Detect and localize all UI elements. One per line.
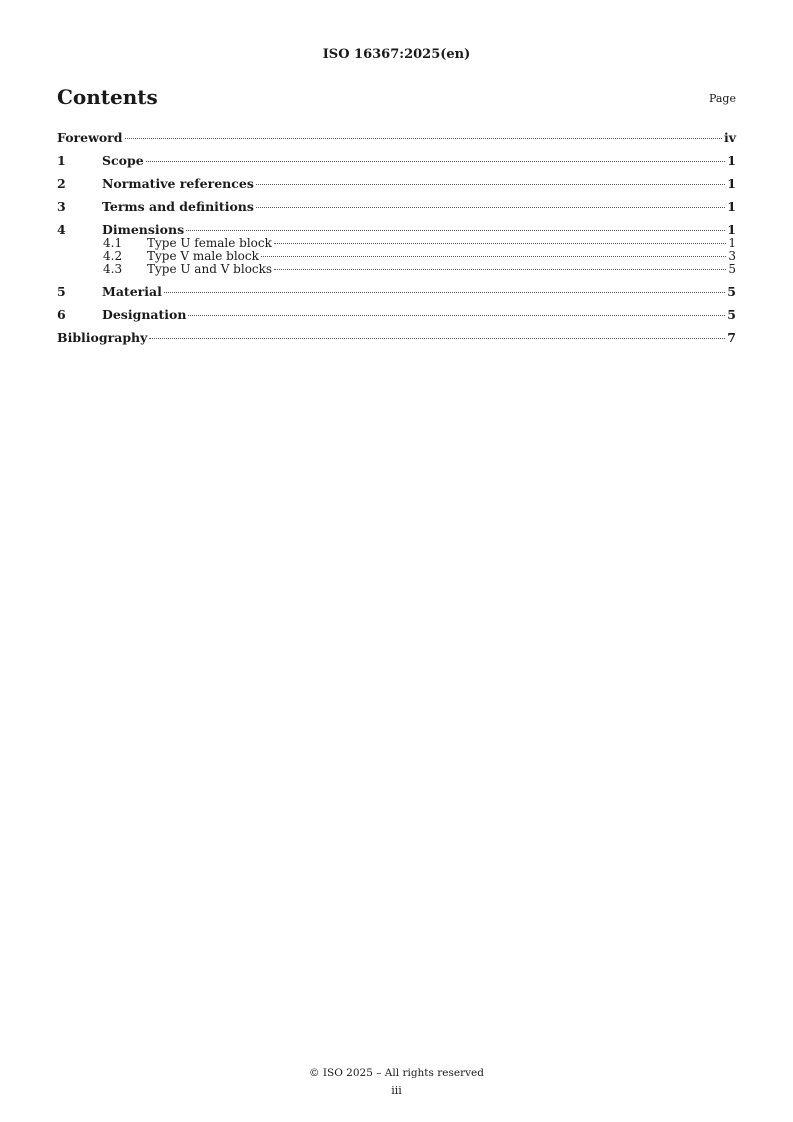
toc-entry-title: Designation bbox=[102, 307, 187, 322]
toc-entry-number: 4.1 bbox=[103, 236, 123, 250]
toc-entry-title: Type U and V blocks bbox=[147, 262, 273, 276]
dot-leader bbox=[256, 207, 725, 208]
toc-entry-foreword[interactable] bbox=[57, 130, 736, 145]
toc-entry-type-u-and-v-blocks[interactable] bbox=[57, 263, 736, 276]
toc-entry-page: iv bbox=[723, 130, 736, 145]
toc-entry-scope[interactable] bbox=[57, 153, 736, 168]
dot-leader bbox=[274, 243, 726, 244]
toc-entry-page: 1 bbox=[728, 236, 736, 250]
toc-entry-page: 1 bbox=[727, 176, 736, 191]
dot-leader bbox=[256, 184, 725, 185]
toc-entry-title: Bibliography bbox=[57, 330, 148, 345]
toc-entry-page: 3 bbox=[728, 249, 736, 263]
dot-leader bbox=[125, 138, 722, 139]
toc-entry-number: 5 bbox=[57, 284, 66, 299]
toc-entry-page: 5 bbox=[727, 284, 736, 299]
toc-entry-designation[interactable] bbox=[57, 307, 736, 322]
toc-entry-number: 1 bbox=[57, 153, 66, 168]
toc-entry-page: 1 bbox=[727, 222, 736, 237]
toc-entry-title: Foreword bbox=[57, 130, 123, 145]
toc-entry-title: Scope bbox=[102, 153, 144, 168]
toc-entry-terms-and-definitions[interactable] bbox=[57, 199, 736, 214]
copyright-notice: © ISO 2025 – All rights reserved bbox=[309, 1067, 484, 1079]
toc-entry-page: 5 bbox=[728, 262, 736, 276]
toc-entry-title: Dimensions bbox=[102, 222, 185, 237]
toc-entry-title: Type V male block bbox=[147, 249, 259, 263]
dot-leader bbox=[186, 230, 725, 231]
toc-entry-number: 4.3 bbox=[103, 262, 123, 276]
document-id: ISO 16367:2025(en) bbox=[322, 47, 471, 62]
toc-entry-page: 5 bbox=[727, 307, 736, 322]
toc-entry-title: Material bbox=[102, 284, 162, 299]
toc-entry-number: 3 bbox=[57, 199, 66, 214]
toc-entry-page: 1 bbox=[727, 153, 736, 168]
toc-entry-number: 4 bbox=[57, 222, 66, 237]
dot-leader bbox=[164, 292, 725, 293]
toc-entry-page: 1 bbox=[727, 199, 736, 214]
contents-title: Contents bbox=[57, 85, 158, 109]
toc-entry-bibliography[interactable] bbox=[57, 330, 736, 345]
toc-entry-normative-references[interactable] bbox=[57, 176, 736, 191]
dot-leader bbox=[146, 161, 726, 162]
dot-leader bbox=[188, 315, 725, 316]
toc-entry-number: 2 bbox=[57, 176, 66, 191]
dot-leader bbox=[274, 269, 726, 270]
table-of-contents bbox=[57, 130, 736, 345]
toc-entry-title: Normative references bbox=[102, 176, 254, 191]
toc-entry-dimensions[interactable] bbox=[57, 222, 736, 237]
toc-entry-number: 4.2 bbox=[103, 249, 123, 263]
dot-leader bbox=[149, 338, 725, 339]
page-number: iii bbox=[391, 1084, 402, 1097]
toc-entry-title: Terms and definitions bbox=[102, 199, 254, 214]
toc-entry-page: 7 bbox=[727, 330, 736, 345]
page-column-label: Page bbox=[708, 92, 736, 105]
toc-entry-title: Type U female block bbox=[147, 236, 272, 250]
toc-entry-material[interactable] bbox=[57, 284, 736, 299]
dot-leader bbox=[261, 256, 726, 257]
toc-entry-number: 6 bbox=[57, 307, 66, 322]
